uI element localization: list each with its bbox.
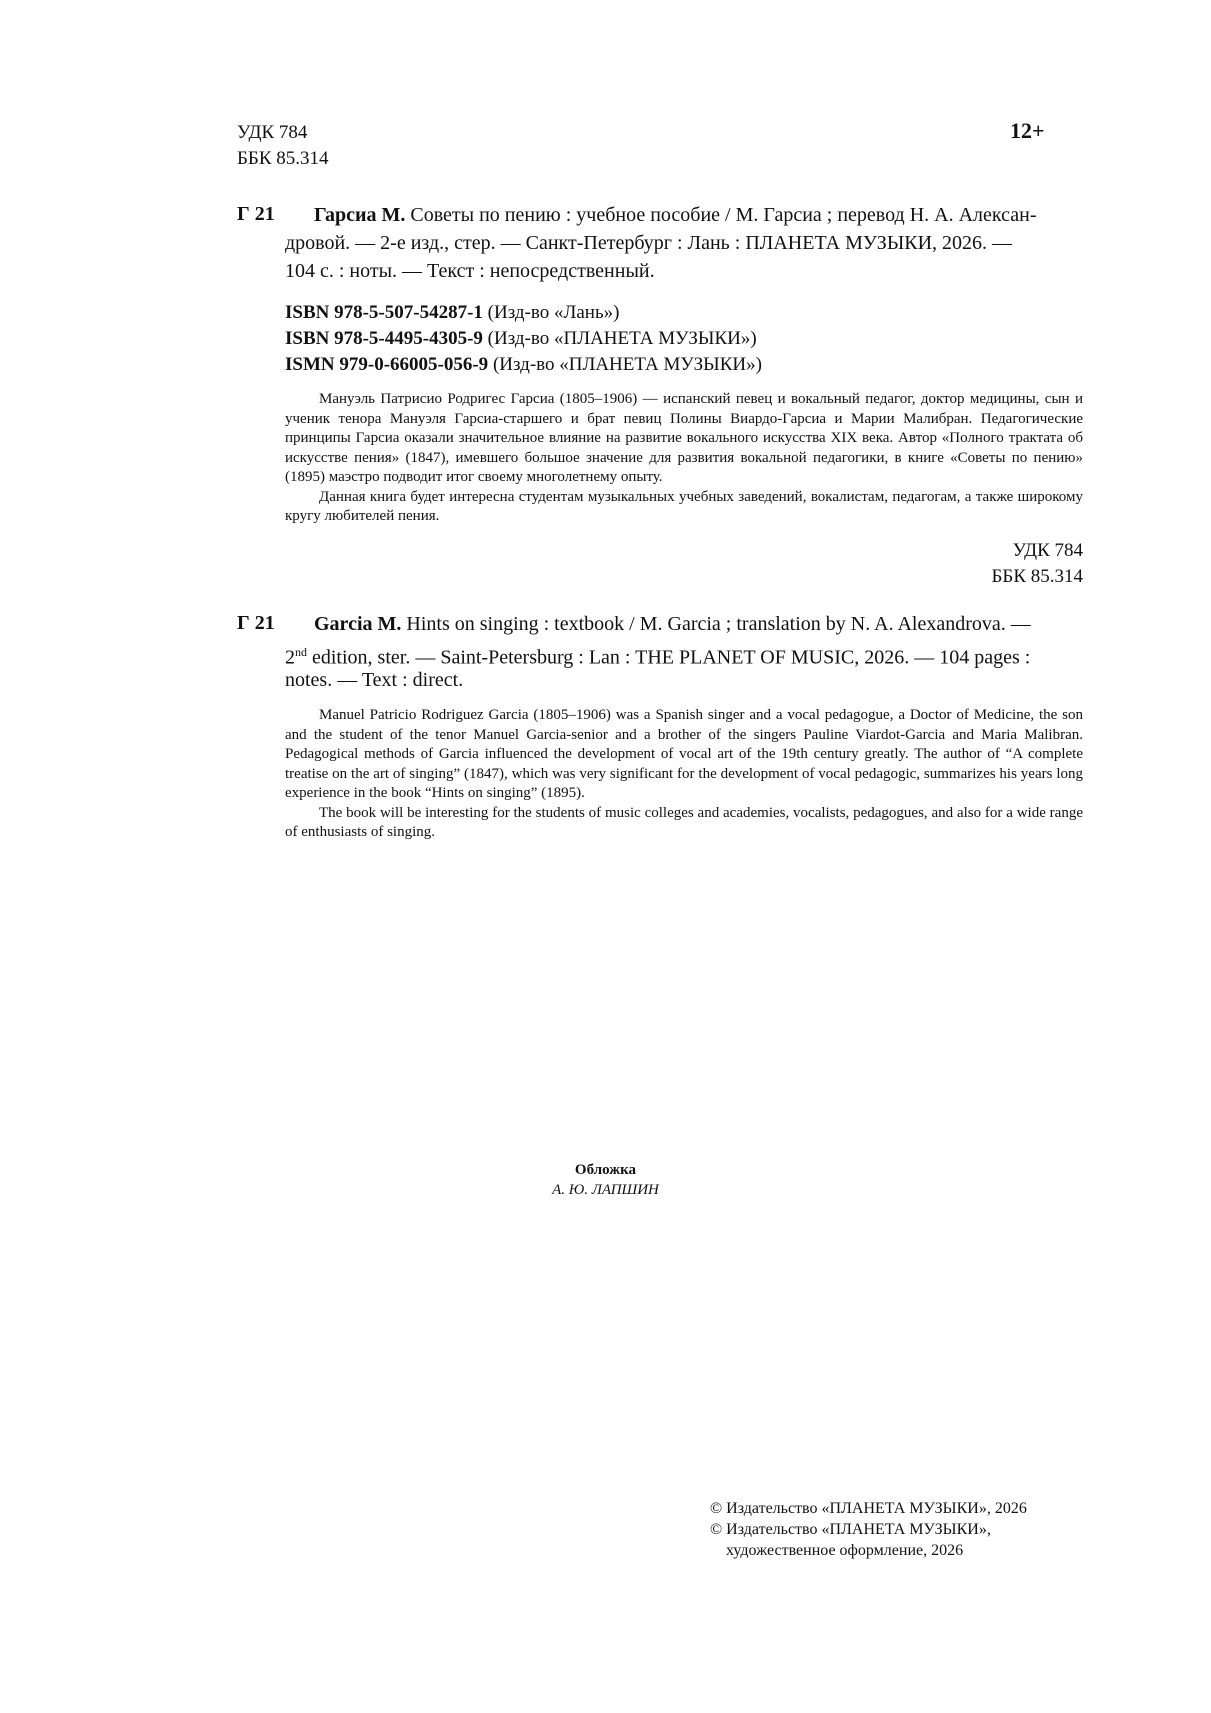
cover-label: Обложка <box>574 1162 637 1178</box>
ru-abstract-paragraph: Мануэль Патрисио Родригес Гарсиа (1805–1906) — испанский певец и вокальный педагог, доктор медицины, сын и ученик тенора Мануэля Гарсиа-старшего и брат певиц Полины Виардо-Гарсиа и Марии Малибран. Педагогические принципы Гарсиа оказали значительное влияние на развитие вокального искусства XIX века. Автор «Полного трактата об искусстве пения» (1847), имевшего большое значение для развития вокальной педагогики, в книге «Советы по пению» (1895) маэстро подводит итог своему многолетнему опыту. <box>285 391 1083 485</box>
ru-entry-line3: 104 с. : ноты. — Текст : непосредственный. <box>285 260 655 282</box>
header-codes <box>237 120 329 172</box>
ru-entry-code: Г 21 <box>237 203 275 225</box>
ismn-line <box>285 352 762 378</box>
copyright-block <box>710 1498 1027 1561</box>
ru-abstract <box>285 390 1083 527</box>
udk-code-right: УДК 784 <box>1012 540 1083 561</box>
edition-number: 2 <box>285 646 295 669</box>
isbn-publisher: (Изд-во «Лань») <box>482 302 620 323</box>
ru-entry-line2: дровой. — 2-е изд., стер. — Санкт-Петербург : Лань : ПЛАНЕТА МУЗЫКИ, 2026. — <box>285 232 1013 254</box>
isbn-number: ISBN 978-5-4495-4305-9 <box>285 328 483 349</box>
en-entry-author: Garcia M. <box>314 613 402 635</box>
udk-code: УДК 784 <box>237 122 308 143</box>
ru-entry-line1 <box>314 201 1083 229</box>
en-entry-publication: edition, ster. — Saint-Petersburg : Lan : THE PLANET OF MUSIC, 2026. — 104 pages : <box>307 646 1031 669</box>
isbn-line <box>285 300 619 326</box>
copyright-line: © Издательство «ПЛАНЕТА МУЗЫКИ», 2026 <box>710 1500 1027 1517</box>
edition-ordinal: nd <box>295 645 307 659</box>
ismn-number: ISMN 979-0-66005-056-9 <box>285 354 489 375</box>
en-entry-code: Г 21 <box>237 612 275 634</box>
copyright-line: © Издательство «ПЛАНЕТА МУЗЫКИ», <box>710 1521 991 1538</box>
en-abstract-paragraph: Manuel Patricio Rodriguez Garcia (1805–1906) was a Spanish singer and a vocal pedagogue, a Doctor of Medicine, the son and the student of the tenor Manuel Garcia-senior and a brother of the singers Pauline Viardot-Garcia and Maria Malibran. Pedagogical methods of Garcia influenced the development of vocal art of the 19th century greatly. The author of “A complete treatise on the art of singing” (1847), which was very significant for the development of vocal pedagogic, summarizes his years long experience in the book “Hints on singing” (1895). <box>285 707 1083 801</box>
age-rating: 12+ <box>1010 118 1045 143</box>
ru-entry-title: Советы по пению : учебное пособие / М. Гарсиа ; перевод Н. А. Алексан- <box>405 204 1037 226</box>
isbn-number: ISBN 978-5-507-54287-1 <box>285 302 483 323</box>
ru-abstract-paragraph: Данная книга будет интересна студентам музыкальных учебных заведений, вокалистам, педагогам, а также широкому кругу любителей пения. <box>285 488 1083 524</box>
isbn-line <box>285 326 757 352</box>
classification-codes <box>992 538 1084 590</box>
isbn-publisher: (Изд-во «ПЛАНЕТА МУЗЫКИ») <box>482 328 757 349</box>
copyright-line: художественное оформление, 2026 <box>726 1542 964 1559</box>
en-abstract <box>285 706 1083 843</box>
cover-designer: А. Ю. ЛАПШИН <box>552 1182 659 1198</box>
bbk-code-right: ББК 85.314 <box>991 566 1083 587</box>
en-abstract-paragraph: The book will be interesting for the students of music colleges and academies, vocalists, pedagogues, and also for a wide range of enthusiasts of singing. <box>285 804 1083 840</box>
en-entry-line1 <box>314 610 1083 638</box>
bbk-code: ББК 85.314 <box>237 148 329 169</box>
ismn-publisher: (Изд-во «ПЛАНЕТА МУЗЫКИ») <box>488 354 762 375</box>
cover-credit <box>0 1160 1211 1200</box>
en-entry-line3: notes. — Text : direct. <box>285 669 464 691</box>
en-entry-title: Hints on singing : textbook / M. Garcia ; translation by N. A. Alexandrova. — <box>401 613 1031 635</box>
ru-entry-author: Гарсиа М. <box>314 204 406 226</box>
